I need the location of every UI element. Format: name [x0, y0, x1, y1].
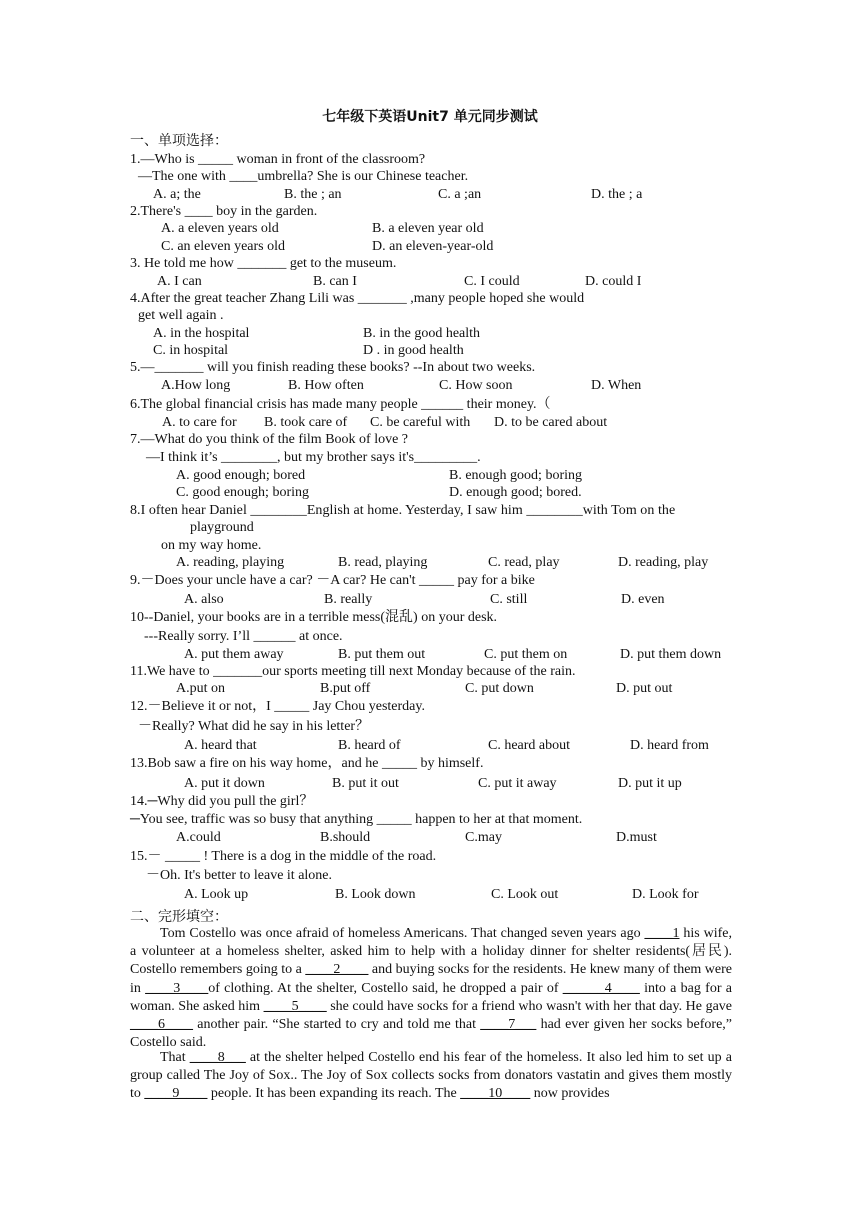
- question-3: 3. He told me how _______ get to the museum.: [130, 256, 397, 271]
- q2-option-c: C. an eleven years old: [161, 239, 286, 254]
- page-title: 七年级下英语Unit7 单元同步测试: [322, 109, 538, 125]
- q4-option-d: D . in good health: [363, 343, 464, 358]
- cloze-blank-10: ____10____: [460, 1086, 531, 1102]
- q5-option-b: B. How often: [288, 378, 364, 393]
- question-9: 9.－Does your uncle have a car? －A car? He can't _____ pay for a bike: [130, 573, 535, 588]
- q6-option-d: D. to be cared about: [494, 415, 608, 430]
- q7-option-b: B. enough good; boring: [449, 468, 582, 483]
- q13-option-b: B. put it out: [332, 776, 399, 791]
- question-1-reply: —The one with ____umbrella? She is our Chinese teacher.: [138, 169, 469, 184]
- q3-option-c: C. I could: [464, 274, 520, 289]
- question-14-reply: ─You see, traffic was so busy that anything _____ happen to her at that moment.: [130, 812, 583, 827]
- q3-option-d: D. could I: [585, 274, 642, 289]
- question-15-reply: －Oh. It's better to leave it alone.: [146, 868, 333, 883]
- question-2: 2.There's ____ boy in the garden.: [130, 204, 318, 219]
- q8-option-d: D. reading, play: [618, 555, 709, 570]
- question-12-reply: －Really? What did he say in his letter？: [138, 719, 370, 734]
- question-4-cont: get well again .: [138, 308, 224, 323]
- q2-option-a: A. a eleven years old: [161, 221, 279, 236]
- q13-option-a: A. put it down: [184, 776, 265, 791]
- question-1: 1.—Who is _____ woman in front of the classroom?: [130, 152, 426, 167]
- cloze-blank-2: ____2____: [305, 962, 369, 978]
- question-8-cont-2: on my way home.: [161, 538, 262, 553]
- q2-option-d: D. an eleven-year-old: [372, 239, 494, 254]
- cloze-blank-6: ____6____: [130, 1017, 193, 1033]
- q12-option-d: D. heard from: [630, 738, 709, 753]
- question-6: 6.The global financial crisis has made many people ______ their money.（: [130, 397, 551, 412]
- section-heading-cloze: 二、完形填空：: [130, 909, 228, 925]
- q4-option-b: B. in the good health: [363, 326, 481, 341]
- q3-option-b: B. can I: [313, 274, 357, 289]
- q13-option-c: C. put it away: [478, 776, 557, 791]
- q14-option-c: C.may: [465, 830, 502, 845]
- cloze-blank-3: ____3____: [145, 980, 209, 996]
- q14-option-d: D.must: [616, 830, 657, 845]
- cloze-blank-1: ____1: [644, 926, 680, 941]
- question-13: 13.Bob saw a fire on his way home，and he _____ by himself.: [130, 756, 484, 771]
- question-8-cont: playground: [190, 520, 254, 535]
- q14-option-a: A.could: [176, 830, 221, 845]
- cloze-paragraph-2: That ____8___ at the shelter helped Costello end his fear of the homeless. It also led him to set up a group called The Joy of Sox.. The Joy of Sox collects socks from donators vastatin and gives them mostly to ____9____ people. It has been expanding its reach. The ____10____ now provides: [130, 1050, 732, 1102]
- question-11: 11.We have to _______our sports meeting till next Monday because of the rain.: [130, 664, 576, 679]
- question-5: 5.—_______ will you finish reading these books? --In about two weeks.: [130, 360, 536, 375]
- question-10: 10--Daniel, your books are in a terrible mess(混乱) on your desk.: [130, 610, 498, 625]
- q1-option-d: D. the ; a: [591, 187, 643, 202]
- q5-option-d: D. When: [591, 378, 642, 393]
- q3-option-a: A. I can: [157, 274, 202, 289]
- q6-option-b: B. took care of: [264, 415, 348, 430]
- q5-option-c: C. How soon: [439, 378, 513, 393]
- q12-option-b: B. heard of: [338, 738, 401, 753]
- q13-option-d: D. put it up: [618, 776, 682, 791]
- q6-option-c: C. be careful with: [370, 415, 471, 430]
- q9-option-c: C. still: [490, 592, 528, 607]
- q9-option-d: D. even: [621, 592, 665, 607]
- q7-option-d: D. enough good; bored.: [449, 485, 582, 500]
- question-4: 4.After the great teacher Zhang Lili was _______ ,many people hoped she would: [130, 291, 585, 306]
- q12-option-c: C. heard about: [488, 738, 571, 753]
- q1-option-a: A. a; the: [153, 187, 201, 202]
- q15-option-c: C. Look out: [491, 887, 559, 902]
- q10-option-a: A. put them away: [184, 647, 284, 662]
- cloze-blank-7: ____7___: [480, 1017, 537, 1033]
- cloze-blank-8: ____8___: [189, 1050, 246, 1065]
- q10-option-c: C. put them on: [484, 647, 568, 662]
- question-7-reply: —I think it’s ________, but my brother says it's_________.: [146, 450, 481, 465]
- q15-option-b: B. Look down: [335, 887, 416, 902]
- question-10-reply: ---Really sorry. I’ll ______ at once.: [144, 629, 343, 644]
- q9-option-b: B. really: [324, 592, 373, 607]
- q14-option-b: B.should: [320, 830, 371, 845]
- q4-option-a: A. in the hospital: [153, 326, 250, 341]
- cloze-blank-4: ______4____: [562, 980, 640, 996]
- q1-option-c: C. a ;an: [438, 187, 482, 202]
- section-heading-choice: 一、单项选择：: [130, 133, 228, 149]
- q1-option-b: B. the ; an: [284, 187, 342, 202]
- question-14: 14.─Why did you pull the girl？: [130, 794, 314, 809]
- q15-option-d: D. Look for: [632, 887, 699, 902]
- q6-option-a: A. to care for: [162, 415, 237, 430]
- question-8: 8.I often hear Daniel ________English at home. Yesterday, I saw him ________with Tom on the: [130, 503, 676, 518]
- q4-option-c: C. in hospital: [153, 343, 229, 358]
- question-7: 7.—What do you think of the film Book of love ?: [130, 432, 409, 447]
- q11-option-b: B.put off: [320, 681, 371, 696]
- cloze-paragraph-1: Tom Costello was once afraid of homeless Americans. That changed seven years ago ____1 his wife, a volunteer at a homeless shelter, asked him to help with a holiday dinner for shelter residents(居民). Costello remembers going to a ____2____ and buying socks for the residents. He knew many of them were in ____3____of clothing. At the shelter, Costello said, he dropped a pair of ______4____ into a bag for a woman. She asked him ____5____ she could have socks for a friend who wasn't with her that day. He gave ____6____ another pair. “She started to cry and told me that ____7___ had ever given her socks before,” Costello said.: [130, 926, 733, 1051]
- q2-option-b: B. a eleven year old: [372, 221, 484, 236]
- cloze-blank-9: ____9____: [144, 1086, 208, 1102]
- question-12: 12.－Believe it or not，I _____ Jay Chou yesterday.: [130, 699, 425, 714]
- question-15: 15.－ _____ ! There is a dog in the middle of the road.: [130, 849, 437, 864]
- q8-option-b: B. read, playing: [338, 555, 428, 570]
- cloze-blank-5: ____5____: [263, 998, 327, 1014]
- q10-option-d: D. put them down: [620, 647, 722, 662]
- q10-option-b: B. put them out: [338, 647, 426, 662]
- q12-option-a: A. heard that: [184, 738, 257, 753]
- q11-option-c: C. put down: [465, 681, 534, 696]
- q15-option-a: A. Look up: [184, 887, 249, 902]
- q9-option-a: A. also: [184, 592, 224, 607]
- q5-option-a: A.How long: [161, 378, 231, 393]
- q8-option-a: A. reading, playing: [176, 555, 285, 570]
- q11-option-a: A.put on: [176, 681, 225, 696]
- q8-option-c: C. read, play: [488, 555, 560, 570]
- q11-option-d: D. put out: [616, 681, 673, 696]
- q7-option-a: A. good enough; bored: [176, 468, 306, 483]
- q7-option-c: C. good enough; boring: [176, 485, 309, 500]
